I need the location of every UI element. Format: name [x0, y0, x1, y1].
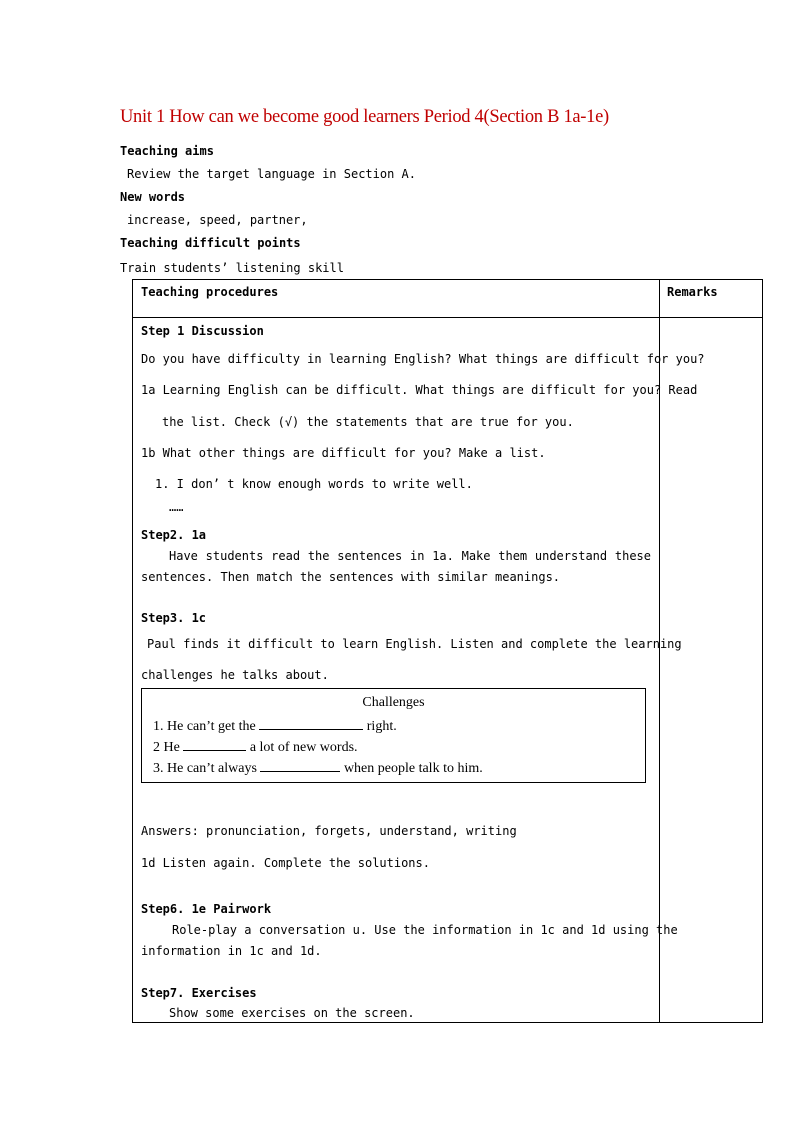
challenge-1-tail: right. [366, 719, 397, 734]
answers-line: Answers: pronunciation, forgets, understand, writing [141, 824, 517, 838]
step6-line2: information in 1c and 1d. [141, 944, 322, 958]
challenge-item-2 [153, 738, 358, 756]
difficult-points-text: Train students’ listening skill [120, 261, 344, 275]
challenge-1-text: 1. He can’t get the [153, 719, 256, 734]
list-ellipsis: …… [169, 500, 184, 514]
step7-line1: Show some exercises on the screen. [169, 1006, 415, 1020]
new-words-heading: New words [120, 190, 186, 204]
header-divider [133, 317, 762, 318]
step7-heading: Step7. Exercises [141, 986, 257, 1000]
difficult-points-heading: Teaching difficult points [120, 236, 301, 250]
challenge-3-text: 3. He can’t always [153, 761, 257, 776]
item-1a-line2: the list. Check (√) the statements that are true for you. [162, 415, 574, 429]
step3-line2: challenges he talks about. [141, 668, 329, 682]
challenge-item-1 [153, 717, 397, 735]
step3-heading: Step3. 1c [141, 611, 207, 625]
challenges-box [141, 688, 646, 783]
item-1b: 1b What other things are difficult for you? Make a list. [141, 446, 546, 460]
challenge-2-tail: a lot of new words. [249, 740, 358, 755]
step1-heading: Step 1 Discussion [141, 324, 264, 338]
header-remarks: Remarks [667, 285, 718, 299]
item-1d: 1d Listen again. Complete the solutions. [141, 856, 430, 870]
challenge-3-blank [260, 759, 340, 772]
list-item-1: 1. I don’ t know enough words to write well. [155, 477, 473, 491]
step6-line1: Role-play a conversation u. Use the information in 1c and 1d using the [172, 923, 678, 937]
item-1a-line1: 1a Learning English can be difficult. What things are difficult for you? Read [141, 383, 698, 397]
teaching-aims-heading: Teaching aims [120, 144, 214, 158]
challenges-title: Challenges [362, 695, 425, 710]
step6-heading: Step6. 1e Pairwork [141, 902, 272, 916]
challenge-1-blank [259, 717, 363, 730]
step2-line2: sentences. Then match the sentences with similar meanings. [141, 570, 561, 584]
challenge-3-tail: when people talk to him. [343, 761, 483, 776]
teaching-aims-text: Review the target language in Section A. [127, 167, 416, 181]
header-teaching-procedures: Teaching procedures [141, 285, 279, 299]
challenge-2-blank [183, 738, 246, 751]
step3-line1: Paul finds it difficult to learn English. Listen and complete the learning [147, 637, 682, 651]
new-words-text: increase, speed, partner, [127, 213, 308, 227]
page-title: Unit 1 How can we become good learners Period 4(Section B 1a-1e) [120, 107, 609, 127]
challenge-item-3 [153, 759, 483, 777]
step2-line1: Have students read the sentences in 1a. Make them understand these [169, 549, 651, 563]
challenge-2-text: 2 He [153, 740, 180, 755]
procedures-table [132, 279, 763, 1023]
step1-question: Do you have difficulty in learning English? What things are difficult for you? [141, 352, 705, 366]
step2-heading: Step2. 1a [141, 528, 207, 542]
